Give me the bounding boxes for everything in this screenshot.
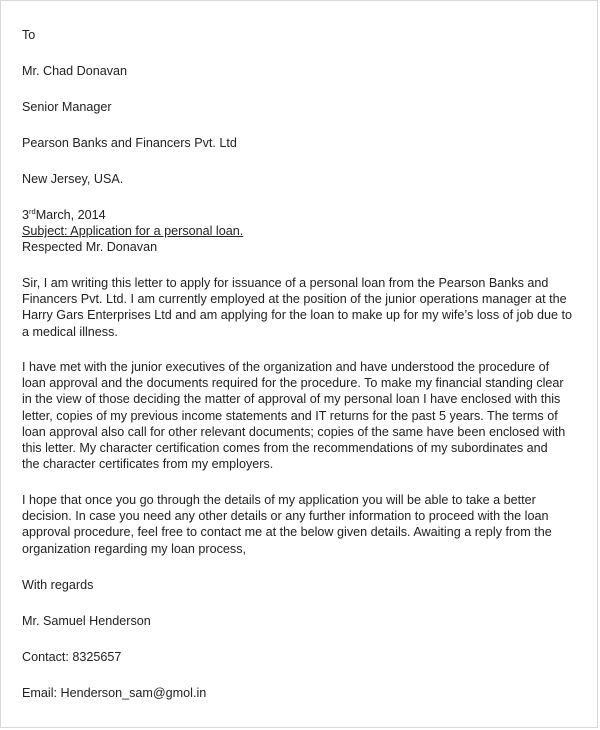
paragraph-3-line: organization regarding my loan process, [22, 541, 247, 556]
subject-line: Subject: Application for a personal loan. [22, 224, 244, 238]
to-label: To [22, 28, 36, 42]
paragraph-2-line: loan approval and the documents required for the procedure. To make my financial standing clear [22, 376, 564, 391]
paragraph-1-line: a medical illness. [22, 324, 118, 339]
recipient-location: New Jersey, USA. [22, 172, 124, 186]
closing: With regards [22, 578, 94, 592]
letter-date [22, 207, 106, 223]
paragraph-2-line: loan approval also call for other relevant documents; copies of the same have been enclosed with [22, 424, 566, 439]
recipient-title: Senior Manager [22, 100, 112, 114]
paragraph-2-line: the character certificates from my employers. [22, 457, 274, 472]
contact-number: Contact: 8325657 [22, 650, 122, 664]
paragraph-2-line: this letter. My character certification comes from the recommendations of my subordinates and [22, 441, 548, 456]
date-day: 3 [22, 208, 30, 222]
paragraph-2-line: I have met with the junior executives of the organization and have understood the procedure of [22, 360, 550, 374]
paragraph-3-line: decision. In case you need any other details or any further information to proceed with the loan [22, 509, 549, 524]
sender-name: Mr. Samuel Henderson [22, 614, 151, 628]
recipient-name: Mr. Chad Donavan [22, 64, 128, 78]
paragraph-3-line: approval procedure, feel free to contact me at the below given details. Awaiting a reply from the [22, 525, 552, 540]
paragraph-2-line: in the view of those deciding the matter of approval of my personal loan I have enclosed with this [22, 392, 561, 407]
paragraph-1 [22, 275, 577, 340]
email-address: Email: Henderson_sam@gmol.in [22, 686, 207, 700]
paragraph-3 [22, 492, 577, 557]
paragraph-1-line: Financers Pvt. Ltd. I am currently employed at the position of the junior operations manager at the [22, 292, 567, 307]
paragraph-1-line: Sir, I am writing this letter to apply for issuance of a personal loan from the Pearson Banks and [22, 276, 549, 290]
paragraph-2 [22, 359, 577, 472]
paragraph-3-line: I hope that once you go through the details of my application you will be able to take a better [22, 493, 536, 507]
salutation: Respected Mr. Donavan [22, 240, 158, 254]
date-suffix: rd [29, 206, 36, 216]
paragraph-1-line: Harry Gars Enterprises Ltd and am applying for the loan to make up for my wife’s loss of job due to [22, 308, 572, 323]
date-rest: March, 2014 [35, 208, 106, 222]
paragraph-2-line: letter, copies of my previous income statements and IT returns for the past 5 years. The terms of [22, 408, 558, 423]
recipient-company: Pearson Banks and Financers Pvt. Ltd [22, 136, 237, 150]
